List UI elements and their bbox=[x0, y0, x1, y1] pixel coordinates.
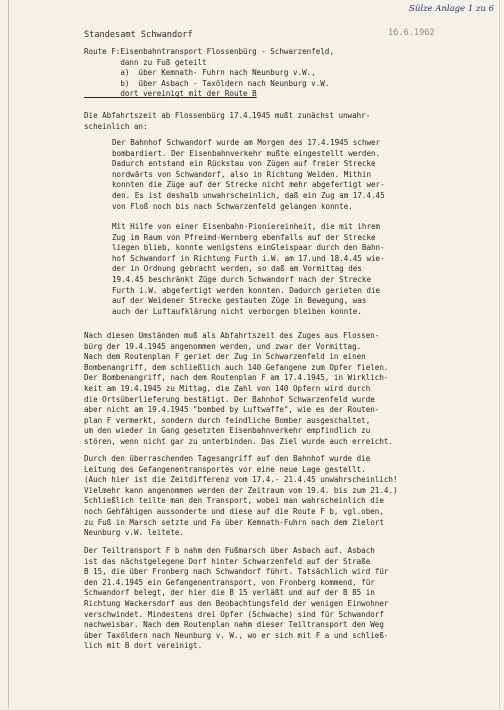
paragraph-line: Bombenangriff, dem schließlich auch 140 Gefangene zum Opfer fielen. bbox=[84, 362, 389, 372]
paragraph-line: Mit Hilfe von einer Eisenbahn-Pioniereinheit, die mit ihrem bbox=[112, 222, 381, 231]
paragraph-line: Der Bahnhof Schwandorf wurde am Morgen des 17.4.1945 schwer bbox=[112, 138, 381, 147]
paragraph-line: noch Gehfähigen aussonderte und diese auf die Route F b, vgl.oben, bbox=[84, 507, 384, 516]
paragraph-line: Furth i.W. abgefertigt werden konnten. Dadurch gerieten die bbox=[112, 285, 381, 295]
paragraph-line: Zug im Raum von Pfreimd-Wernberg ebenfalls auf der Strecke bbox=[112, 232, 376, 242]
paragraph-line: Vielmehr kann angenommen werden der Zeitraum vom 19.4. bis zum 21.4.) bbox=[84, 485, 398, 495]
paragraph-line: Richtung Wackersdorf aus den Beobachtungsfeld der wenigen Einwohner bbox=[84, 599, 389, 608]
paragraph-line: die Ortsüberlieferung bestätigt. Der Bahnhof Schwarzenfeld wurde bbox=[84, 394, 375, 404]
paragraph-line: hof Schwandorf in Richtung Furth i.W. am 17.und 18.4.45 wie- bbox=[112, 253, 385, 263]
paragraph-line: Schließlich teilte man den Transport, wobei man wahrscheinlich die bbox=[84, 496, 384, 506]
intro-line: scheinlich an: bbox=[84, 121, 148, 131]
route-line: dann zu Fuß geteilt bbox=[84, 57, 207, 67]
route-line: b) über Asbach - Taxöldern nach Neunburg v.W. bbox=[84, 78, 330, 88]
paragraph-line: (Auch hier ist die Zeitdifferenz vom 17.4.- 21.4.45 unwahrscheinlich! bbox=[84, 475, 398, 485]
paragraph-line: verschwindet. Mindestens drei Opfer (Schwache) sind für Schwandorf bbox=[84, 609, 384, 619]
paragraph-line: den 21.4.1945 ein Gefangenentransport, von Fronberg kommend, für bbox=[84, 577, 375, 587]
paragraph-line: lich mit B dort vereinigt. bbox=[84, 641, 203, 651]
paragraph-line: Schwandorf belegt, der hier die B 15 verläßt und auf der B 85 in bbox=[84, 588, 375, 598]
route-line: dort vereinigt mit der Route B bbox=[84, 89, 257, 99]
paragraph-line: keit am 19.4.1945 zu Mittag, die Zahl von 140 Opfern wird durch bbox=[84, 384, 371, 393]
paragraph-line: plan F vermerkt, sondern durch feindliche Bomber ausgeschaltet, bbox=[84, 415, 371, 425]
paragraph-line: über Taxöldern nach Neunburg v. W., wo er sich mit F a und schließ- bbox=[84, 630, 389, 640]
paragraph-line: den. Es ist deshalb unwahrscheinlich, daß ein Zug am 17.4.45 bbox=[112, 191, 385, 200]
paragraph-line: Neunburg v.W. leitete. bbox=[84, 528, 184, 538]
paragraph-line: der in Ordnung gebracht werden, so daß am Vormittag des bbox=[112, 264, 362, 274]
paragraph-line: B 15, die über Fronberg nach Schwandorf führt. Tatsächlich wird für bbox=[84, 567, 389, 577]
paragraph-line: nachweisbar. Nach dem Routenplan nahm dieser Teiltransport den Weg bbox=[84, 620, 384, 630]
paragraph-line: aber nicht am 19.4.1945 "bombed by Luftwaffe", wie es der Routen- bbox=[84, 405, 380, 415]
paragraph-line: Leitung des Gefangenentransportes vor eine neue Lage gestellt. bbox=[84, 464, 366, 474]
paragraph-line: Dadurch entstand ein Rückstau von Zügen auf freier Strecke bbox=[112, 159, 376, 169]
paragraph-line: Durch den überraschenden Tagesangriff auf den Bahnhof wurde die bbox=[84, 454, 371, 463]
route-line: Route F:Eisenbahntransport Flossenbürg - Schwarzenfeld, bbox=[84, 47, 334, 56]
paragraph-line: zu Fuß in Marsch setzte und Fa über Kemnath-Fuhrn nach dem Zielort bbox=[84, 517, 384, 527]
office-heading: Standesamt Schwandorf bbox=[84, 30, 193, 40]
archive-annotation: Sülze Anlage 1 zu 6 bbox=[409, 4, 494, 14]
paragraph-line: konnten die Züge auf der Strecke nicht mehr abgefertigt wer- bbox=[112, 180, 385, 190]
document-date: 16.6.1962 bbox=[388, 28, 435, 38]
paragraph-line: bürg der 19.4.1945 angenommen werden, und zwar der Vormittag. bbox=[84, 341, 362, 351]
paragraph-line: liegen blieb, konnte wenigstens einGleispaar durch den Bahn- bbox=[112, 243, 385, 253]
paragraph-line: von Floß noch bis nach Schwarzenfeld gelangen konnte. bbox=[112, 201, 353, 211]
paragraph-line: ist das nächstgelegene Dorf hinter Schwarzenfeld auf der Straße bbox=[84, 556, 371, 566]
paragraph-line: auch der Luftaufklärung nicht verborgen bleiben konnte. bbox=[112, 306, 362, 316]
route-line: a) über Kemnath- Fuhrn nach Neunburg v.W., bbox=[84, 68, 316, 78]
intro-line: Die Abfahrtszeit ab Flossenbürg 17.4.1945 mußt zunächst unwahr- bbox=[84, 111, 371, 120]
paragraph-line: auf der Weidener Strecke gestauten Züge in Bewegung, was bbox=[112, 296, 367, 306]
paragraph-line: um den wieder in Gang gesetzten Eisenbahnverkehr empfindlich zu bbox=[84, 426, 371, 436]
paragraph-line: 19.4.45 beschränkt Züge durch Schwandorf nach der Strecke bbox=[112, 275, 371, 284]
paragraph-line: Nach dem Routenplan F geriet der Zug in Schwarzenfeld in einen bbox=[84, 352, 366, 362]
paragraph-line: stören, wenn nicht gar zu unterbinden. Das Ziel wurde auch erreicht. bbox=[84, 437, 393, 446]
paragraph-line: Nach diesen Umständen muß als Abfahrtszeit des Zuges aus Flossen- bbox=[84, 331, 380, 340]
paragraph-line: nordwärts von Schwandorf, also in Richtung Weiden. Mithin bbox=[112, 169, 371, 179]
paragraph-line: bombardiert. Der Eisenbahnverkehr mußte eingestellt werden. bbox=[112, 148, 381, 158]
paragraph-line: Der Teiltransport F b nahm den Fußmarsch über Asbach auf. Asbach bbox=[84, 546, 375, 555]
paragraph-line: Der Bombenangriff, nach dem Routenplan F am 17.4.1945, in Wirklich- bbox=[84, 373, 389, 383]
